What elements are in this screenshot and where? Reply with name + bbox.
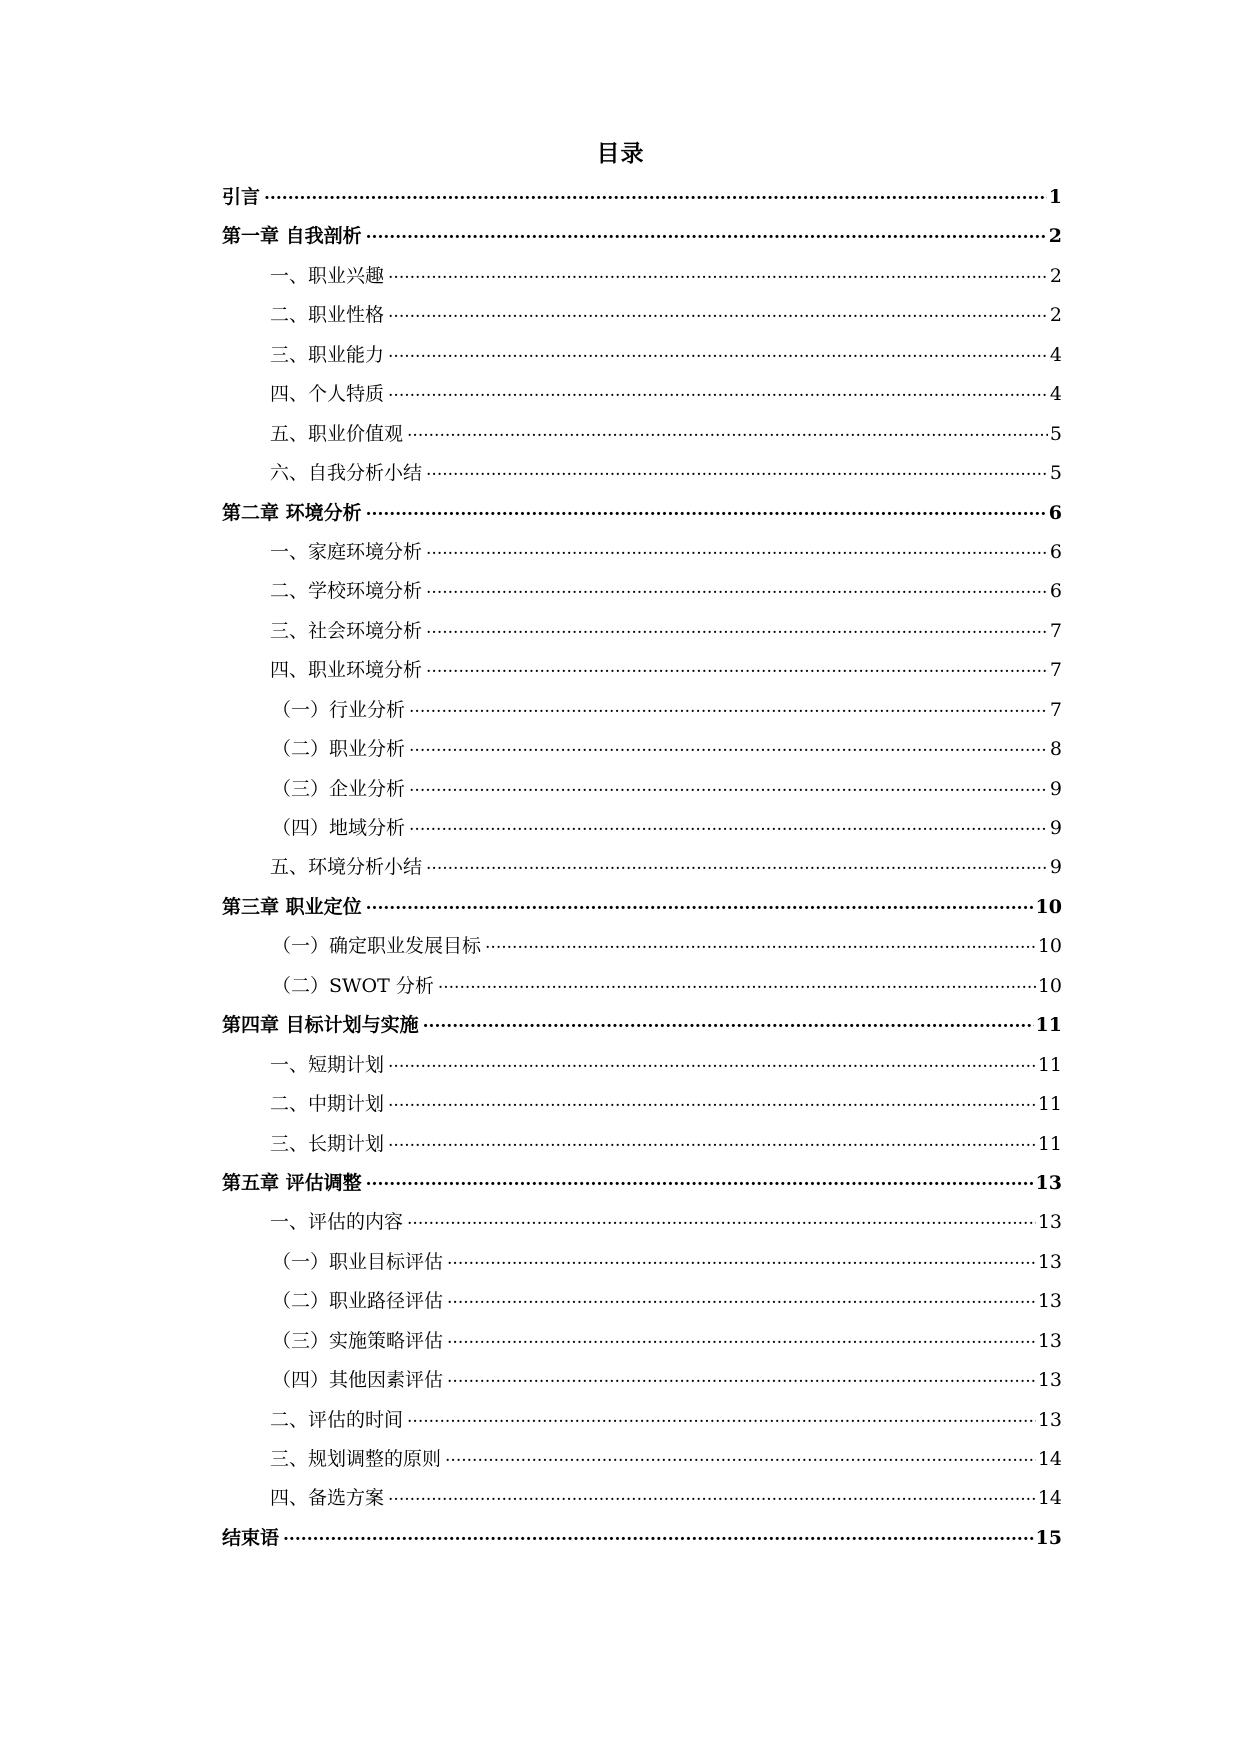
- toc-chapter-entry[interactable]: [222, 498, 1062, 537]
- toc-section-entry[interactable]: [222, 695, 1062, 734]
- toc-dot-leader: [447, 1367, 1036, 1386]
- toc-entry-label: 二、中期计划: [270, 1093, 385, 1116]
- toc-entry-label: 第二章 环境分析: [222, 501, 362, 524]
- toc-page-number: 15: [1035, 1526, 1062, 1549]
- toc-dot-leader: [426, 618, 1048, 637]
- toc-section-entry[interactable]: [222, 1050, 1062, 1089]
- toc-page-number: 9: [1049, 817, 1062, 839]
- toc-page-number: 5: [1049, 462, 1062, 485]
- toc-section-entry[interactable]: [222, 1207, 1062, 1246]
- toc-dot-leader: [485, 933, 1036, 952]
- toc-dot-leader: [264, 184, 1047, 203]
- toc-entry-label: 第三章 职业定位: [222, 895, 362, 918]
- toc-dot-leader: [388, 1131, 1036, 1150]
- toc-page-number: 13: [1037, 1329, 1062, 1352]
- toc-page-number: 10: [1037, 974, 1062, 997]
- toc-dot-leader: [388, 1052, 1036, 1071]
- toc-chapter-entry[interactable]: [222, 1010, 1062, 1049]
- toc-dot-leader: [388, 302, 1048, 321]
- toc-chapter-entry[interactable]: [222, 1523, 1062, 1562]
- toc-section-entry[interactable]: [222, 655, 1062, 694]
- toc-entry-label: 二、学校环境分析: [270, 580, 423, 603]
- toc-dot-leader: [409, 776, 1048, 795]
- toc-section-entry[interactable]: [222, 616, 1062, 655]
- toc-dot-leader: [426, 854, 1048, 873]
- toc-section-entry[interactable]: [222, 774, 1062, 813]
- toc-dot-leader: [409, 736, 1048, 755]
- toc-section-entry[interactable]: [222, 379, 1062, 418]
- toc-entry-label: 三、职业能力: [270, 343, 385, 366]
- toc-list: [222, 182, 1062, 1562]
- toc-page-number: 11: [1037, 1132, 1062, 1155]
- toc-page-number: 13: [1037, 1369, 1062, 1392]
- toc-page-number: 2: [1049, 264, 1062, 287]
- toc-page-number: 13: [1037, 1211, 1062, 1234]
- toc-dot-leader: [426, 657, 1048, 676]
- toc-entry-label: （四）地域分析: [272, 817, 406, 839]
- toc-page-number: 13: [1037, 1250, 1062, 1273]
- toc-dot-leader: [445, 1446, 1036, 1465]
- toc-entry-label: 二、职业性格: [270, 304, 385, 327]
- toc-chapter-entry[interactable]: [222, 221, 1062, 260]
- toc-dot-leader: [388, 342, 1048, 361]
- toc-section-entry[interactable]: [222, 1089, 1062, 1128]
- toc-dot-leader: [388, 1485, 1036, 1504]
- toc-entry-label: 二、评估的时间: [270, 1408, 404, 1431]
- toc-section-entry[interactable]: [222, 1444, 1062, 1483]
- toc-page-number: 13: [1037, 1290, 1062, 1313]
- toc-section-entry[interactable]: [222, 1483, 1062, 1522]
- toc-entry-label: 引言: [222, 186, 261, 208]
- toc-entry-label: 第四章 目标计划与实施: [222, 1014, 419, 1037]
- toc-dot-leader: [426, 460, 1048, 479]
- toc-page-number: 10: [1035, 895, 1062, 918]
- toc-section-entry[interactable]: [222, 419, 1062, 458]
- toc-entry-label: （一）职业目标评估: [272, 1250, 444, 1273]
- toc-entry-label: 结束语: [222, 1526, 280, 1549]
- toc-dot-leader: [366, 500, 1047, 519]
- toc-page-number: 6: [1049, 580, 1062, 603]
- toc-section-entry[interactable]: [222, 261, 1062, 300]
- toc-entry-label: 三、规划调整的原则: [270, 1448, 442, 1470]
- toc-section-entry[interactable]: [222, 1247, 1062, 1286]
- toc-entry-label: 一、评估的内容: [270, 1211, 404, 1234]
- toc-entry-label: （三）实施策略评估: [272, 1329, 444, 1352]
- toc-dot-leader: [388, 263, 1048, 282]
- toc-page-number: 7: [1049, 698, 1062, 721]
- toc-section-entry[interactable]: [222, 537, 1062, 576]
- toc-page-number: 6: [1049, 540, 1062, 563]
- toc-page-number: 7: [1049, 619, 1062, 642]
- toc-entry-label: 三、社会环境分析: [270, 619, 423, 642]
- toc-dot-leader: [366, 894, 1034, 913]
- toc-chapter-entry[interactable]: [222, 1168, 1062, 1207]
- toc-section-entry[interactable]: [222, 734, 1062, 773]
- toc-page-number: 9: [1049, 777, 1062, 800]
- toc-page-number: 4: [1049, 383, 1062, 406]
- toc-section-entry[interactable]: [222, 852, 1062, 891]
- toc-dot-leader: [407, 1209, 1036, 1228]
- toc-page-number: 11: [1035, 1014, 1062, 1037]
- toc-entry-label: （三）企业分析: [272, 777, 406, 800]
- toc-dot-leader: [447, 1249, 1036, 1268]
- toc-page-number: 13: [1037, 1408, 1062, 1431]
- toc-dot-leader: [426, 578, 1048, 597]
- toc-section-entry[interactable]: [222, 1405, 1062, 1444]
- toc-entry-label: （一）行业分析: [272, 698, 406, 721]
- toc-dot-leader: [409, 697, 1048, 716]
- toc-dot-leader: [366, 1170, 1034, 1189]
- toc-page-number: 11: [1037, 1093, 1062, 1116]
- toc-page-number: 11: [1037, 1053, 1062, 1076]
- toc-dot-leader: [388, 381, 1048, 400]
- toc-entry-label: 一、职业兴趣: [270, 264, 385, 287]
- toc-dot-leader: [426, 539, 1048, 558]
- toc-section-entry[interactable]: [222, 1326, 1062, 1365]
- toc-dot-leader: [366, 223, 1047, 242]
- toc-entry-label: 四、备选方案: [270, 1487, 385, 1510]
- toc-chapter-entry[interactable]: [222, 182, 1062, 221]
- toc-chapter-entry[interactable]: [222, 892, 1062, 931]
- toc-page-number: 10: [1037, 935, 1062, 958]
- toc-entry-label: 第一章 自我剖析: [222, 225, 362, 248]
- toc-section-entry[interactable]: [222, 1286, 1062, 1325]
- toc-dot-leader: [283, 1525, 1034, 1544]
- toc-entry-label: 六、自我分析小结: [270, 462, 423, 485]
- toc-entry-label: （二）职业路径评估: [272, 1290, 444, 1313]
- toc-page-number: 1: [1048, 186, 1062, 208]
- toc-entry-label: 一、短期计划: [270, 1053, 385, 1076]
- toc-page-number: 4: [1049, 343, 1062, 366]
- toc-page-number: 14: [1037, 1448, 1062, 1470]
- toc-page-number: 13: [1035, 1171, 1062, 1194]
- toc-page-number: 14: [1037, 1487, 1062, 1510]
- toc-entry-label: （一）确定职业发展目标: [272, 935, 482, 958]
- toc-dot-leader: [447, 1288, 1036, 1307]
- toc-entry-label: 五、职业价值观: [270, 422, 404, 445]
- toc-section-entry[interactable]: [222, 576, 1062, 615]
- toc-entry-label: 第五章 评估调整: [222, 1171, 362, 1194]
- toc-dot-leader: [407, 1407, 1036, 1426]
- toc-page-number: 2: [1048, 225, 1062, 248]
- toc-page-number: 6: [1048, 501, 1062, 524]
- toc-entry-label: 三、长期计划: [270, 1132, 385, 1155]
- toc-page-number: 9: [1049, 856, 1062, 879]
- toc-entry-label: 五、环境分析小结: [270, 856, 423, 879]
- toc-page-number: 2: [1049, 304, 1062, 327]
- toc-section-entry[interactable]: [222, 931, 1062, 970]
- toc-page-number: 7: [1049, 659, 1062, 682]
- toc-dot-leader: [447, 1328, 1036, 1347]
- toc-entry-label: 四、职业环境分析: [270, 659, 423, 682]
- toc-entry-label: （二）SWOT 分析: [272, 974, 434, 997]
- toc-entry-label: （四）其他因素评估: [272, 1369, 444, 1392]
- toc-section-entry[interactable]: [222, 300, 1062, 339]
- toc-entry-label: 一、家庭环境分析: [270, 540, 423, 563]
- toc-dot-leader: [423, 1012, 1034, 1031]
- toc-dot-leader: [409, 815, 1048, 834]
- toc-section-entry[interactable]: [222, 1129, 1062, 1168]
- toc-entry-label: （二）职业分析: [272, 738, 406, 761]
- toc-section-entry[interactable]: [222, 458, 1062, 497]
- toc-entry-label: 四、个人特质: [270, 383, 385, 406]
- toc-page-number: 8: [1049, 738, 1062, 761]
- toc-dot-leader: [388, 1091, 1036, 1110]
- toc-section-entry[interactable]: [222, 340, 1062, 379]
- toc-page-number: 5: [1049, 422, 1062, 445]
- toc-section-entry[interactable]: [222, 971, 1062, 1010]
- toc-dot-leader: [407, 421, 1048, 440]
- toc-section-entry[interactable]: [222, 813, 1062, 852]
- toc-title: 目录: [596, 140, 645, 167]
- toc-section-entry[interactable]: [222, 1365, 1062, 1404]
- toc-dot-leader: [438, 973, 1036, 992]
